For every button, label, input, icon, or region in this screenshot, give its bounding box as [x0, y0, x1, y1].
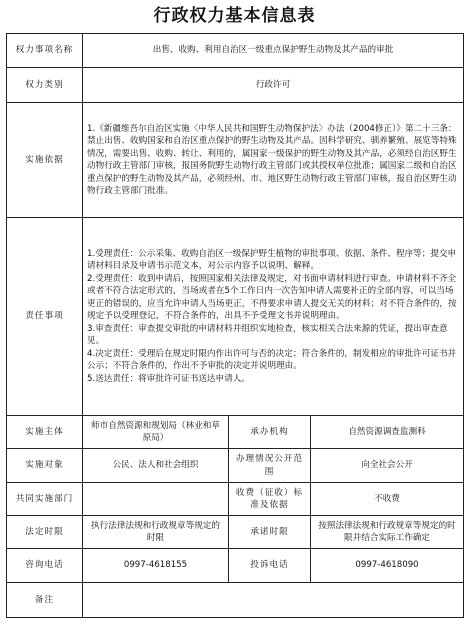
- handling-agency-label: 承办机构: [229, 416, 311, 449]
- promised-limit-label: 承诺时限: [229, 516, 311, 549]
- item-name-value: 出售、收购、利用自治区一级重点保护野生动物及其产品的审批: [83, 34, 464, 68]
- category-value: 行政许可: [83, 68, 464, 103]
- consult-phone-value: 0997-4618155: [83, 549, 229, 583]
- row-responsibility: [7, 218, 464, 416]
- disclosure-scope-label: 办理情况公开范围: [229, 449, 311, 483]
- row-phone: [7, 549, 464, 583]
- subject-label: 实施主体: [7, 416, 83, 449]
- responsibility-item: 5.送达责任：将审批许可证书送达申请人。: [87, 373, 250, 384]
- consult-phone-label: 咨询电话: [7, 549, 83, 583]
- document-title: 行政权力基本信息表: [153, 6, 316, 26]
- info-table: [6, 33, 464, 618]
- remark-label: 备注: [7, 583, 83, 618]
- responsibility-value: [83, 218, 464, 416]
- complaint-phone-label: 投诉电话: [229, 549, 311, 583]
- basis-label: 实施依据: [7, 103, 83, 218]
- joint-dept-value: [83, 483, 229, 516]
- responsibility-item: 1.受理责任：公示采集、收购自治区一级保护野生植物的审批事项、依据、条件、程序等；提交申请材料目录及申请书示范文本，对公示内容予以说明、解释。: [87, 248, 457, 272]
- promised-limit-value: 按照法律法规和行政规章等规定的时限并结合实际工作确定: [311, 516, 464, 549]
- fee-standard-label: 收费（征收）标准及依据: [229, 483, 311, 516]
- row-subject: [7, 416, 464, 449]
- row-target: [7, 449, 464, 483]
- item-name-label: 权力事项名称: [7, 34, 83, 68]
- row-time-limit: [7, 516, 464, 549]
- responsibility-item: 3.审查责任：审查提交审批的申请材料并组织实地检查，核实相关合法来源的凭证，提出审查意见。: [87, 323, 448, 347]
- responsibility-item: 2.受理责任：收到申请后，按照国家相关法律及规定，对书面申请材料进行审查。申请材料不齐全或者不符合法定形式的，当场或者在5个工作日内一次告知申请人需要补正的全部内容，可以当场更正的错误的，应当允许申请人当场更正，不得要求申请人提交无关的材料；对不符合条件的，按规定予以受理登记，不符合条件的，出具不予受理文书并说明理由。: [87, 273, 457, 322]
- target-value: 公民、法人和社会组织: [83, 449, 229, 483]
- subject-value: 师市自然资源和规划局（林业和草原局）: [83, 416, 229, 449]
- joint-dept-label: 共同实施部门: [7, 483, 83, 516]
- row-joint: [7, 483, 464, 516]
- legal-limit-value: 执行法律法规和行政规章等规定的时限: [83, 516, 229, 549]
- basis-value: 1.《新疆维吾尔自治区实施〈中华人民共和国野生动物保护法〉办法（2004修正）》第二十三条：禁止出售、收购国家和自治区重点保护的野生动物及其产品。因科学研究、驯养繁殖、展览等特殊情况，需要出售、收购、转让、利用的，属国家一级保护的野生动物及其产品，必须经自治区野生动物行政主管部门审核，报国务院野生动物行政主管部门或其授权单位批准；属国家二级和自治区重点保护的野生动物及其产品，必须经州、市、地区野生动物行政主管部门审核，报自治区野生动物行政主管部门批准。: [83, 103, 464, 218]
- row-basis: [7, 103, 464, 218]
- remark-value: [83, 583, 464, 618]
- disclosure-scope-value: 向全社会公开: [311, 449, 464, 483]
- responsibility-item: 4.决定责任：受理后在规定时限内作出许可与否的决定；符合条件的，制发相应的审批许可证书并公示；不符合条件的，作出不予审批的决定并说明理由。: [87, 348, 457, 372]
- fee-standard-value: 不收费: [311, 483, 464, 516]
- row-category: [7, 68, 464, 103]
- target-label: 实施对象: [7, 449, 83, 483]
- row-remark: [7, 583, 464, 618]
- responsibility-label: 责任事项: [7, 218, 83, 416]
- legal-limit-label: 法定时限: [7, 516, 83, 549]
- handling-agency-value: 自然资源调查监测科: [311, 416, 464, 449]
- row-item-name: [7, 34, 464, 68]
- category-label: 权力类别: [7, 68, 83, 103]
- complaint-phone-value: 0997-4618090: [311, 549, 464, 583]
